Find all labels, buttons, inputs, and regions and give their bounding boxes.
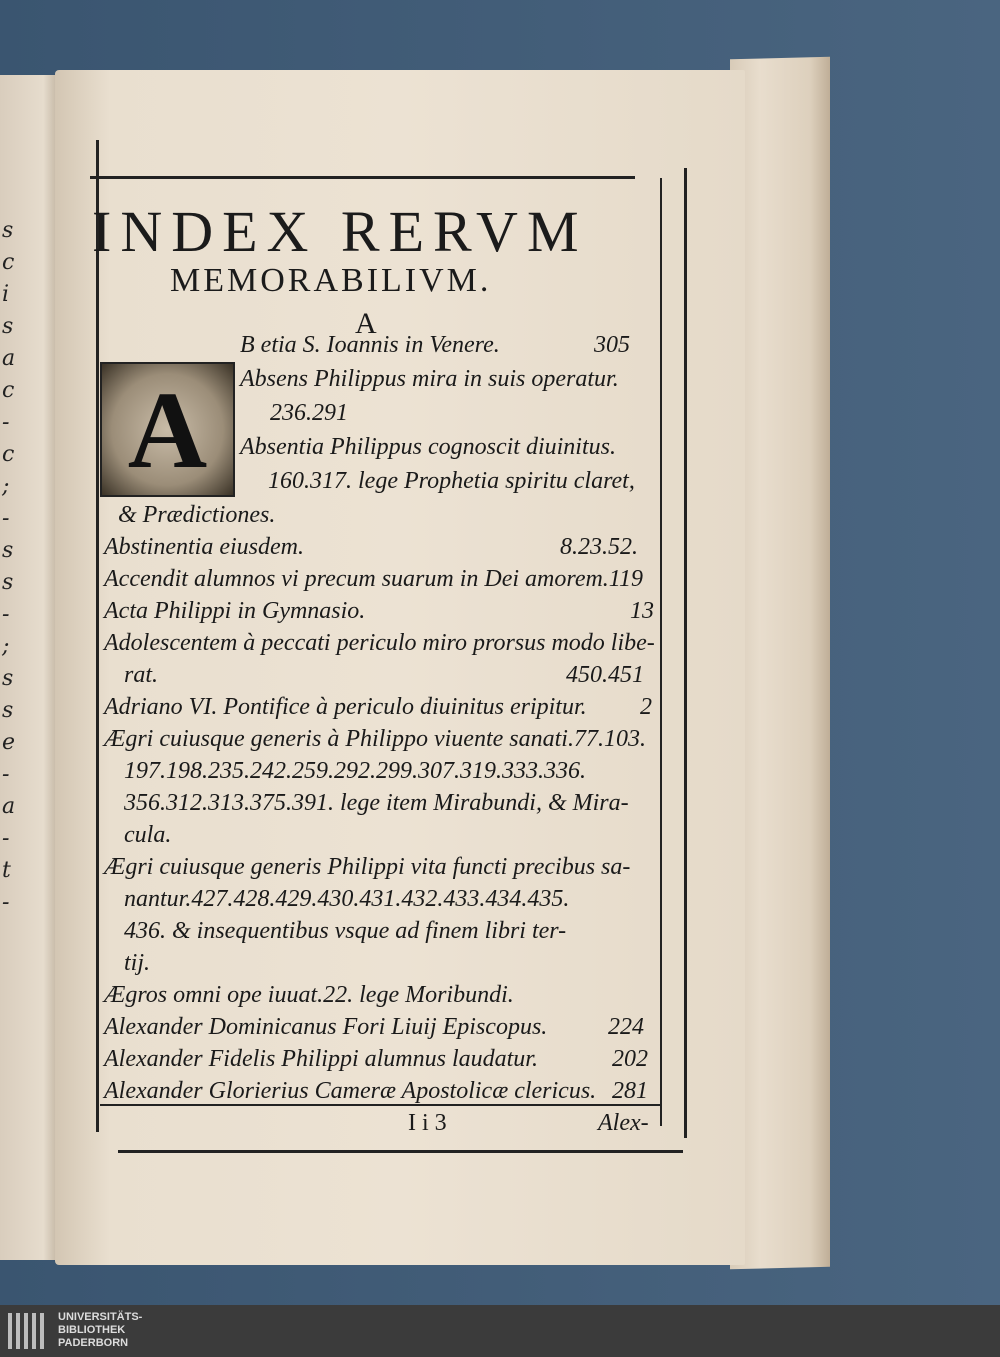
index-entry-text: rat.: [124, 662, 159, 688]
index-entry-text: Alexander Fidelis Philippi alumnus laudatur.: [104, 1046, 538, 1072]
library-name: [58, 1311, 142, 1350]
left-margin-letter: e: [2, 730, 16, 755]
index-entry-text: 436. & insequentibus vsque ad finem libri ter-: [124, 918, 567, 944]
index-entry-text: nantur.427.428.429.430.431.432.433.434.435.: [124, 886, 570, 912]
left-page-edge: [0, 75, 62, 1260]
index-entry-text: Acta Philippi in Gymnasio.: [104, 598, 366, 624]
left-margin-letter: a: [2, 346, 16, 371]
left-margin-letter: s: [2, 698, 14, 723]
left-margin-letter: -: [2, 506, 10, 531]
index-entry-text: 160.317. lege Prophetia spiritu claret,: [268, 468, 635, 494]
left-margin-letter: -: [2, 410, 10, 435]
index-entry-page: 224: [608, 1014, 644, 1040]
library-name-line3: PADERBORN: [58, 1337, 129, 1349]
index-entry-page: 281: [612, 1078, 648, 1104]
left-margin-letter: c: [2, 250, 15, 275]
index-entry-text: 197.198.235.242.259.292.299.307.319.333.336.: [124, 758, 586, 784]
right-page-stack: [730, 57, 830, 1270]
left-margin-letter: -: [2, 762, 10, 787]
index-entry-text: Abstinentia eiusdem.: [104, 534, 304, 560]
index-entry-text: Alexander Glorierius Cameræ Apostolicæ clericus.: [104, 1078, 597, 1104]
section-letter: A: [355, 307, 377, 340]
index-entry-page: 13: [630, 598, 654, 624]
library-banner: [0, 1305, 1000, 1357]
frame-right-rule: [684, 168, 687, 1138]
index-entry-text: Accendit alumnos vi precum suarum in Dei amorem.119: [104, 566, 644, 592]
left-margin-letter: -: [2, 602, 10, 627]
catchword: Alex-: [598, 1110, 649, 1136]
left-margin-letter: s: [2, 218, 14, 243]
index-entry-page: 305: [594, 332, 630, 358]
index-entry-text: tij.: [124, 950, 151, 976]
left-margin-letter: s: [2, 538, 14, 563]
frame-bottom-rule: [118, 1150, 683, 1153]
left-margin-letter: t: [2, 858, 11, 883]
index-entry-text: Ægri cuiusque generis Philippi vita functi precibus sa-: [104, 854, 631, 880]
left-margin-letter: s: [2, 666, 14, 691]
page-title: INDEX RERVM: [92, 199, 588, 264]
index-entry-page: 450.451: [566, 662, 644, 688]
left-margin-letter: a: [2, 794, 16, 819]
frame-left-rule: [96, 140, 99, 1132]
index-entry-page: 202: [612, 1046, 648, 1072]
index-entry-text: Ægri cuiusque generis à Philippo viuente sanati.77.103.: [104, 726, 646, 752]
index-entry-text: Adolescentem à peccati periculo miro prorsus modo libe-: [104, 630, 655, 656]
index-entry-text: 236.291: [270, 400, 348, 426]
frame-top-rule: [90, 176, 635, 179]
index-entry-text: B etia S. Ioannis in Venere.: [240, 332, 500, 358]
index-entry-text: & Prædictiones.: [118, 502, 276, 528]
left-margin-letter: s: [2, 314, 14, 339]
index-entry-text: Alexander Dominicanus Fori Liuij Episcopus.: [104, 1014, 548, 1040]
signature-mark: I i 3: [408, 1110, 447, 1136]
library-name-line2: BIBLIOTHEK: [58, 1324, 126, 1336]
page-subtitle: MEMORABILIVM.: [170, 262, 492, 299]
index-entry-text: Ægros omni ope iuuat.22. lege Moribundi.: [104, 982, 514, 1008]
initial-letter: A: [127, 368, 208, 491]
left-margin-letter: ;: [2, 634, 10, 659]
index-entry-text: Absens Philippus mira in suis operatur.: [240, 366, 619, 392]
index-entry-text: Absentia Philippus cognoscit diuinitus.: [240, 434, 616, 460]
index-entry-page: 8.23.52.: [560, 534, 638, 560]
index-entry-page: 2: [640, 694, 652, 720]
decorated-initial: [100, 362, 235, 497]
left-margin-letter: -: [2, 826, 10, 851]
left-margin-letter: c: [2, 442, 15, 467]
left-margin-letter: c: [2, 378, 15, 403]
left-margin-letter: s: [2, 570, 14, 595]
library-logo-icon: [8, 1313, 48, 1349]
frame-inner-right-rule: [660, 178, 662, 1126]
left-margin-letter: -: [2, 890, 10, 915]
index-entry-text: cula.: [124, 822, 172, 848]
index-entry-text: Adriano VI. Pontifice à periculo diuinitus eripitur.: [104, 694, 587, 720]
library-name-line1: UNIVERSITÄTS-: [58, 1311, 143, 1323]
left-margin-letters: [2, 215, 22, 919]
left-margin-letter: ;: [2, 474, 10, 499]
left-margin-letter: i: [2, 282, 10, 307]
index-entry-text: 356.312.313.375.391. lege item Mirabundi, & Mira-: [124, 790, 629, 816]
